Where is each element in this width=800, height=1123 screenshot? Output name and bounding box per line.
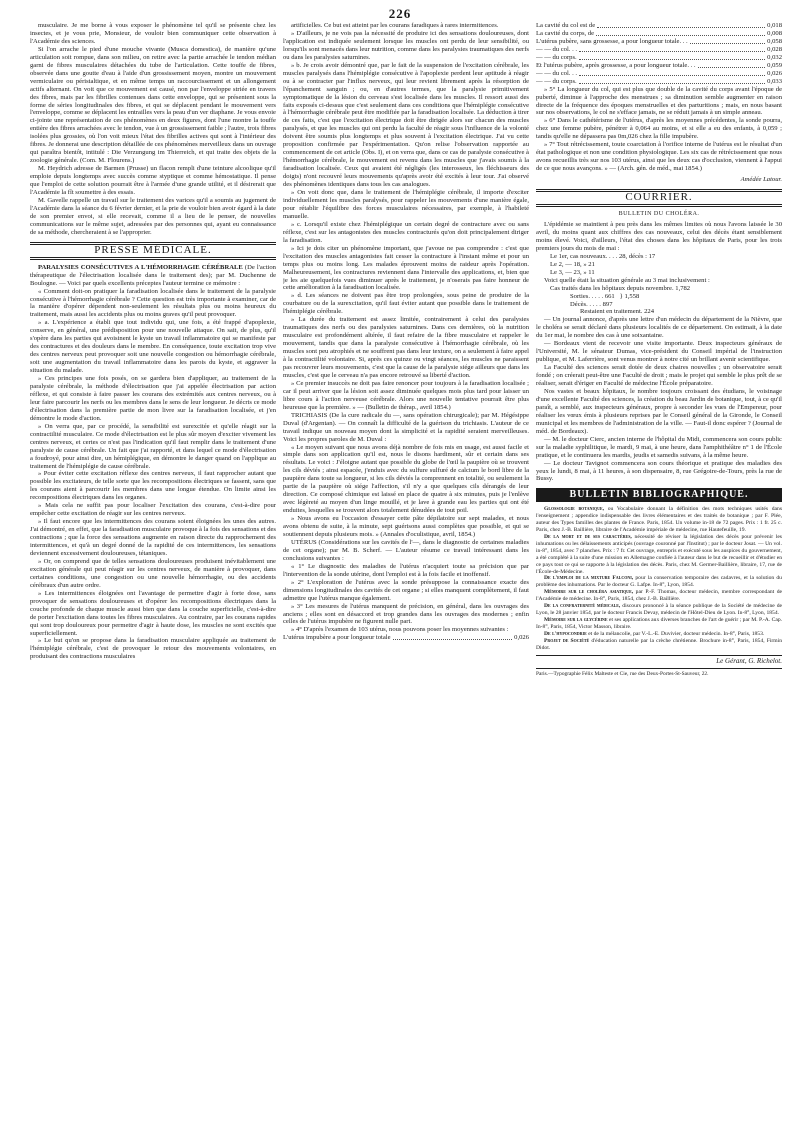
paragraph: Voici quelle était la situation générale au 3 mai inclusivement : [544, 276, 710, 284]
measure-label: L'utérus impubère a pour longueur totale [283, 634, 391, 642]
measure-label: Et l'utérus pubère, après grossesse, a pour longueur totale. . . [536, 61, 696, 69]
summary-row: Décès. . . . . 897 [570, 300, 613, 308]
measure-row [536, 78, 782, 86]
paragraph: » Ici je dois citer un phénomène important, que j'avoue ne pas comprendre : c'est que l'excitation des muscles antagonistes fait cesser la contracture à l'instant même et pour un temps plus ou moins long. Les malades éprouvent moins de raideur après l'opération. Malheureusement, les contractures reviennent dans l'intervalle des applications, et, bien que je les aie quelquefois vues diminuer après le traitement, je n'oserais pas faire honneur de cette amélioration à la faradisation localisée. [283, 244, 529, 292]
measure-label: — — du col. . . [536, 69, 578, 77]
paragraph: » D'ailleurs, je ne vois pas la nécessité de produire ici des sensations douloureuses, dont l'application est indiquée seulement lorsque les muscles ont perdu de leur sensibilité, ou lorsqu'ils sont menacés dans leur nutrition, comme dans les paralysies traumatiques des nerfs ou dans les paralysies saturnines. [283, 29, 529, 61]
measure-label: La cavité du col est de [536, 22, 596, 29]
section-banner-bibliographie: BULLETIN BIBLIOGRAPHIQUE. [536, 488, 782, 502]
page-columns [30, 22, 782, 1112]
bibliography-entry: De la mort et de ses caractères, nécessité de réviser la législation des décès pour prévenir les inhumations ou les délaissements anticipés (ouvrage couronné par l'Institut) ; par le docteur Josat. — Un vol. in-8°, 1854, avec 7 planches. Prix : 7 fr. Cet ouvrage, entrepris et exécuté sous les auspices du gouvernement, a été complété à la suite d'une mission en Allemagne confiée à l'auteur dans le but de recueillir et d'étudier en ce pays tout ce qui se rapporte à la législation des décès. Paris, chez M. Germer-Baillière, libraire, 17, rue de l'École-de-Médecine. [536, 534, 782, 575]
column-1 [30, 22, 276, 1112]
leader-dots [690, 38, 765, 44]
news-item: La Faculté des sciences serait dotée de deux chaires nouvelles ; un observatoire serait fondé ; on créerait peut-être une Faculté de droit ; mais le projet qui semble le plus prêt de se réaliser, serait d'ériger en Faculté de médecine l'École préparatoire. [536, 364, 782, 388]
leader-dots [579, 70, 765, 76]
paragraph: « Comment doit-on pratiquer la faradisation localisée dans le traitement de la paralysie consécutive à l'hémorrhagie cérébrale ? Cette question est très importante à examiner, car de la manière d'opérer dépendent non-seulement les résultats plus ou moins heureux du traitement, mais aussi les accidents plus ou moins graves qu'il peut provoquer. [30, 287, 276, 319]
measure-label: — — du corps. [536, 77, 577, 85]
news-item: — Bordeaux vient de recevoir une visite importante. Deux inspecteurs généraux de l'Université, M. le sénateur Dumas, vice-président du Conseil impérial de l'instruction publique, et M. Laferrière, sont venus montrer à notre cité un brillant avenir scientifique. [536, 340, 782, 364]
measure-row [536, 46, 782, 54]
paragraph: » Les intermittences éloignées ont l'avantage de permettre d'agir à forte dose, sans provoquer de sensations douloureuses et d'opérer les recompositions électriques dans la couche profonde de chaque muscle aussi bien que dans la couche superficielle, c'est-à-dire de porter l'excitation dans toutes les fibres musculaires. Au contraire, par les courans rapides qui sont trop douloureux pour permettre d'agir à haute dose, les muscles ne sont excités que superficiellement. [30, 589, 276, 637]
section-banner-presse: PRESSE MÉDICALE. [30, 242, 276, 260]
measure-value: 0,028 [767, 45, 782, 53]
column-2 [283, 22, 529, 1112]
measure-value: 0,033 [767, 77, 782, 85]
paragraph: » a. L'expérience a établi que tout individu qui, une fois, a été frappé d'apoplexie, conserve, en général, une prédisposition pour une nouvelle attaque. On sait, de plus, qu'il s'opère dans les parties qui avoisinent le kyste un travail inflammatoire qui se manifeste par des contractures et des douleurs dans le membre. En conséquence, toute excitation trop vive des centres nerveux peut provoquer soit une nouvelle congestion ou hémorrhagie cérébrale, soit une augmentation du travail inflammatoire dans les parois du kyste, et aggraver la situation du malade. [30, 319, 276, 375]
paragraph: » On verra que, par ce procédé, la sensibilité est surexcitée et qu'elle réagit sur la contractilité musculaire. Ce mode d'électrisation est le plus sûr moyen d'exciter vivement les centres nerveux, et certes ce n'est pas l'indication qu'il faut remplir dans le traitement d'une paralysie de cause cérébrale. Un fait que j'ai rapporté, et dans lequel ce mode d'électrisation a foudroyé, pour ainsi dire, un hémiplégique, en démontre le danger quand on l'applique au traitement de l'hémiplégie de cause cérébrale. [30, 422, 276, 470]
page-number: 226 [388, 6, 412, 21]
paragraph: » 2° L'exploration de l'utérus avec la sonde présuppose la connaissance exacte des dimensions longitudinales des cavités de cet organe ; si elles manquent complètement, il faut admettre que l'utérus manque également. [283, 578, 529, 602]
leader-dots [597, 22, 765, 28]
measure-value: 0,058 [767, 37, 782, 45]
measure-label: — — du col. . . [536, 45, 578, 53]
news-item: — M. le docteur Cierc, ancien interne de l'hôpital du Midi, commencera son cours public sur la maladie syphilitique, le mardi, 9 mai, à une heure, dans l'amphithéâtre n° 1 de l'École pratique, et le continuera les mardis, jeudis et samedis suivans, à la même heure. [536, 435, 782, 459]
paragraph: » 6° Dans le cathétérisme de l'utérus, d'après les moyennes précédentes, la sonde pourra, chez une femme pubère, pénétrer à 0,064 au moins, et si elle a eu des enfants, à 0,059 ; tandis qu'elle ne dépassera pas 0m,026 chez la fille impubère. [536, 117, 782, 141]
measure-value: 0,059 [767, 61, 782, 69]
measure-value: 0,018 [767, 22, 782, 29]
paragraph: M. Gavelle rappelle un travail sur le traitement des varices qu'il a soumis au jugement de l'Académie dans la séance du 6 février dernier, et la prie de vouloir bien avoir égard à la date de son premier envoi, si elle recevait, comme il a lieu de le penser, de nouvelles communications sur le même sujet, adressées par des personnes qui, ayant eu connaissance de sa méthode, chercheraient à se l'approprier. [30, 196, 276, 236]
measure-row [536, 22, 782, 30]
measure-value: 0,008 [767, 29, 782, 37]
leader-dots [579, 78, 765, 84]
table-row: Le 2, — 18, » 21 [550, 260, 595, 268]
signature: Amédée Latour. [740, 176, 782, 184]
paragraph: » d. Les séances ne doivent pas être trop prolongées, sous peine de produire de la courbature ou de la surexcitation, qu'il faut éviter autant que possible dans le traitement de l'hémiplégie cérébrale. [283, 292, 529, 316]
gerant-signature: Le Gérant, G. Richelot. [536, 655, 782, 666]
measure-label: — — du corps. [536, 53, 577, 61]
paragraph: » Le but qu'on se propose dans la faradisation musculaire appliquée au traitement de l'hémiplégie cérébrale, c'est de provoquer le retour des mouvements volontaires, en produisant des contractions musculaires [30, 637, 276, 661]
paragraph: » c. Lorsqu'il existe chez l'hémiplégique un certain degré de contracture avec ou sans réflexe, c'est sur les antagonistes des muscles contracturés qu'on doit principalement diriger la faradisation. [283, 220, 529, 244]
paragraph: » Il faut encore que les intermittences des courans soient éloignées les unes des autres. J'ai démontré, en effet, que la faradisation musculaire provoque à la fois des sensations et des contractions ; que la force des sensations augmente en raison directe du rapprochement des intermittences, et qu'à un degré donné de la rapidité de ces intermittences, les sensations deviennent excessivement douloureuses, tétaniques. [30, 518, 276, 557]
bibliography-entry: Projet de Société d'éducation naturelle par la crèche chrétienne. Brochure in-8°, Paris, 1854, Firmin Didot. [536, 637, 782, 651]
paragraph: » 5° La longueur du col, qui est plus que double de la cavité du corps avant l'époque de puberté, diminue à l'approche des menstrues ; sa diminution semble augmenter en raison directe de la fréquence des époques menstruelles et des parturitions ; mais, en nous basant sur nos observations, le col ne s'efface jamais, ne se réduit jamais à un simple anneau. [536, 85, 782, 117]
paragraph: musculaire. Je me borne à vous exposer le phénomène tel qu'il se présente chez les insectes, et je vous prie, Monsieur, de vouloir bien communiquer cette observation à l'Académie des sciences. [30, 22, 276, 45]
leader-dots [579, 46, 765, 52]
measure-value: 0,026 [514, 634, 529, 642]
cholera-daily-table [536, 253, 782, 277]
leader-dots [393, 634, 513, 640]
bibliography-entry: Glossologie botanique, ou Vocabulaire donnant la définition des mots techniques usités dans l'enseignement ; appendice indispensable des livres élémentaires et des traités de botanique ; par F. Plée, auteur des Types familles des plantes de France. Paris, 1854. Un volume in-18 de 72 pages. Prix : 1 fr. 25 c. Paris, chez J.-B. Baillière, libraire de l'Académie impériale de médecine, rue Hautefeuille, 19. [536, 506, 782, 534]
column-3 [536, 22, 782, 1112]
summary-row: Restaient en traitement. 224 [580, 308, 654, 316]
section-banner-courrier: COURRIER. [536, 189, 782, 207]
measure-value: 0,032 [767, 53, 782, 61]
article-lead: (De l'action thérapeutique de l'électrisation localisée dans le traitement des); par M. Duchenne de Boulogne. — Voici par quels excellents préceptes l'auteur termine ce mémoire : [30, 263, 276, 287]
bibliography-entry: Mémoire sur la glycérine et ses applications aux diverses branches de l'art de guérir ; par M. P.-A. Cap. In-8°, Paris, 1854, Victor Masson, libraire. [536, 616, 782, 630]
paragraph: » Ces principes une fois posés, on se gardera bien d'appliquer, au traitement de la paralysie cérébrale, la méthode d'électrisation que j'ai appelée électrisation par action réflexe, et qui consiste à faire passer les courans des extrémités aux centres nerveux, ou à leur faire parcourir les nerfs ou les membres dans le sens de leur longueur. Je décris ce mode d'électrisation dans la première partie de mon livre sur la faradisation localisée, et j'en démontre le mode d'action. [30, 375, 276, 422]
summary-row: Sorties. . . . . 661 } 1,558 [570, 292, 640, 300]
measure-label: L'utérus pubère, sans grossesse, a pour longueur totale. . . [536, 37, 688, 45]
article-title: PARALYSIES CONSÉCUTIVES A L'HÉMORRHAGIE CÉRÉBRALE [38, 263, 243, 271]
paragraph: » Nous avons eu l'occasion d'essayer cette pâte dépilatoire sur sept malades, et nous avons obtenu de suite, à la minute, sept guérisons aussi complètes que possible, et qui se soutiennent depuis plusieurs mois. » (Annales d'oculistique, avril, 1854.) [283, 515, 529, 538]
article-heading [30, 264, 276, 288]
paragraph: » On voit donc que, dans le traitement de l'hémiplégie cérébrale, il importe d'exciter individuellement les muscles paralysés, pour rappeler les mouvements d'une manière égale, pour rétablir l'équilibre des forces musculaires nécessaires, par exemple, à l'habileté manuelle. [283, 189, 529, 220]
paragraph: » Ce premier insuccès ne doit pas faire renoncer pour toujours à la faradisation localisée ; car il peut arriver que la lésion soit assez diminuée quelques mois plus tard pour laisser un libre cours à l'action nerveuse cérébrale. Alors une nouvelle tentative pourrait être plus heureuse que la première. » — (Bulletin de thérap., avril 1854.) [283, 379, 529, 411]
paragraph: TRICHIASIS (De la cure radicale du —, sans opération chirurgicale); par M. Hégésippe Duval (d'Argentan). — On connaît la difficulté de la guérison du trichiasis. L'auteur de ce travail indique un nouveau moyen dont la simplicité et la rapidité seraient merveilleuses. Voici les propres paroles de M. Duval : [283, 411, 529, 443]
paragraph: » b. Je crois avoir démontré que, par le fait de la suspension de l'excitation cérébrale, les muscles paralysés dans l'hémiplégie consécutive à l'apoplexie perdent leur aptitude à réagir ou à se contracter par l'influx nerveux, qui leur revient librement après la résorption de l'épanchement sanguin ; ou, en d'autres termes, que la paralysie primitivement symptomatique de la lésion du cerveau s'est localisée dans les muscles. Il ressort aussi des faits exposés ci-dessus que c'est seulement dans ces conditions que l'hémiplégie consécutive à l'hémorrhagie cérébrale peut être modifiée par la faradisation localisée. La déduction à tirer de ces faits, c'est que l'excitation électrique doit être dirigée alors sur chacun des muscles paralysés, et que les muscles qui ont perdu la faculté de réagir sous l'influence de la volonté doivent être soumis plus longtemps et plus souvent à l'excitation électrique. J'ai vu cette proposition confirmée par l'expérimentation. Qu'on relise l'observation rapportée au commencement de cet article (Obs. I), et on verra que, dans ce cas de paralysie consécutive à l'hémorrhagie cérébrale, le mouvement est revenu dans les muscles que j'avais soumis à la faradisation localisée. Ceux qui avaient été négligés (les interosseux, les fléchisseurs des doigts) n'ont recouvré leurs mouvements qu'après avoir été excités à leur tour. J'ai observé des phénomènes identiques dans tous les cas analogues. [283, 61, 529, 189]
bibliography-entry: Mémoire sur le choléra asiatique, par P.-F. Thomas, docteur médecin, membre correspondant de l'Académie de médecine. In-8°, Paris, 1854, chez J.-B. Baillière. [536, 589, 782, 603]
table-row: Le 3, — 23, » 11 [550, 268, 595, 276]
leader-dots [596, 30, 765, 36]
paragraph: M. Heydrich adresse de Barmen (Prusse) un flacon rempli d'une teinture alcoolique qu'il emploie depuis longtemps avec succès comme styptique et comme hémostatique. Il pense que l'emploi de cette solution pourrait être à l'armée d'une grande utilité, et il désirerait que l'Académie la fît soumettre à des essais. [30, 165, 276, 197]
news-item: — Un journal annonce, d'après une lettre d'un médecin du département de la Nièvre, que le choléra se serait déclaré dans plusieurs localités de ce département. On estimait, à la date du 1er mai, le nombre des cas à une soixantaine. [536, 316, 782, 340]
paragraph: » 3° Les mesures de l'utérus manquent de précision, en général, dans les ouvrages des anciens ; elles sont en désaccord et trop grandes dans les ouvrages des modernes ; enfin celles de l'utérus impubère ne figurent nulle part. [283, 602, 529, 626]
paragraph: L'épidémie se maintient à peu près dans les mêmes limites où nous l'avons laissée le 30 avril, du moins quant aux chiffres des cas nouveaux, celui des décès étant sensiblement moins élevé. Voici, d'ailleurs, l'état des choses dans les hôpitaux de Paris, pour les trois premiers jours du mois de mai : [536, 220, 782, 252]
news-item: — Le docteur Tavignot commencera son cours théorique et pratique des maladies des yeux le lundi, 8 mai, à 11 heures, à son dispensaire, 8, rue Grégoire-de-Tours, près la rue de Bussy. [536, 459, 782, 483]
paragraph: » 7° Tout rétrécissement, toute coarctation à l'orifice interne de l'utérus est le résultat d'un état pathologique et non une condition physiologique. Les six cas de rétrécissement que nous avons recueillis très sur nos 103 utérus, ainsi que les deux cas d'occlusion, viennent à l'appui de ce que nous avançons. » — (Arch. gén. de méd., mai 1854.) [536, 141, 782, 173]
measure-row [536, 62, 782, 70]
paragraph: UTÉRUS (Considérations sur les cavités de l'—, dans le diagnostic de certaines maladies de cet organe); par M. B. Scherf. — L'auteur résume ce travail intéressant dans les conclusions suivantes : [283, 538, 529, 562]
leader-dots [579, 54, 765, 60]
paragraph: » La durée du traitement est assez limitée, contrairement à celui des paralysies traumatiques des nerfs ou des paralysies saturnines. Dans ces dernières, où la nutrition musculaire est profondément altérée, il faut refaire de la fibre musculaire et rappeler le mouvement, tandis que dans la paralysie consécutive à l'hémorrhagie cérébrale, où les muscles sont peu atrophiés et ne souffrent pas dans leur texture, on a seulement à faire appel à la contractilité volontaire. Si, après ces quinze ou vingt séances, les muscles ne paraissent pas recouvrer leurs mouvements, c'est que la cause de la paralysie siége ailleurs que dans les muscles, c'est que le cerveau n'a pas encore retrouvé sa liberté d'action. [283, 316, 529, 379]
bibliography-entry: De l'emploi de la mixture Falconi, pour la conservation temporaire des cadavres, et la solution du problème des inhumations. Par le docteur G. Lafpe. In-8°, Lyon, 1854. [536, 575, 782, 589]
paragraph: « 1° Le diagnostic des maladies de l'utérus n'acquiert toute sa précision que par l'intervention de la sonde utérine, dont l'emploi est à la fois facile et inoffensif. [283, 562, 529, 578]
summary-row: Cas traités dans les hôpitaux depuis novembre. 1,782 [550, 284, 691, 292]
cholera-summary [536, 285, 782, 317]
paragraph: » Pour éviter cette excitation réflexe des centres nerveux, il faut rapprocher autant que possible les excitateurs, de telle sorte que les recompositions électriques se fassent, sans que les courans aient à parcourir les membres dans une longue étendue. On limite ainsi les recompositions électriques dans les organes. [30, 470, 276, 502]
subheading-cholera: BULLETIN DU CHOLÉRA. [618, 211, 700, 218]
news-item: Nos vastes et beaux hôpitaux, le nombre toujours croissant des étudians, le voisinage d'une excellente Faculté des sciences, la création du beau Jardin de botanique, tout, à ce qu'il paraît, a semblé, aux inspecteurs généraux, propre à seconder les vues de l'Empereur, pour réaliser les vœux émis à plusieurs reprises par le Conseil général de la Gironde, le Conseil municipal et les membres de l'administration de la ville. — Faut-il donc espérer ? (Journal de méd. de Bordeaux). [536, 387, 782, 435]
table-row: Le 1er, cas nouveaux. . . . 28, décès : 17 [550, 252, 656, 260]
paragraph: Si l'on arrache le pied d'une mouche vivante (Musca domestica), de manière qu'une articulation soit rompue, dans son milieu, on retire avec la partie arrachée le tendon médian garni de fibres musculaires détachées du tube de l'articulation. Cette touffe de fibres, observée dans une goutte d'eau à l'aide d'un grossissement moyen, montre un mouvement vermiculaire ou péristaltique, et en même temps un raccourcissement et un allongement actifs alternant. On voit que ce mouvement est causé, non par l'enveloppe striée en travers des fibres, mais par les fibrilles contenues dans cette enveloppe, qui se présentent sous la forme de séries longitudinales des fibres, et qui se déplacent pendant le mouvement vers l'enveloppe, comme se déplacent les entrailles vers la peau d'un ver diaphane. Je vous envoie ci-jointe une représentation de ces phénomènes en deux figures, dont l'une montre la touffe entière des fibres arrachées avec le tendon, vue à un grossissement faible ; l'autre, trois fibres isolées plus grossies, où l'on voit mieux l'état des fibrilles actives qui sont à l'intérieur des fibres. Je donnerai une description détaillée de ces phénomènes merveilleux dans un ouvrage qui paraîtra bientôt, intitulé : Die Verzungung im Thierreich, et qui traite des objets de la zoologie générale. (Com. M. Flourens.) [30, 45, 276, 165]
leader-dots [698, 62, 766, 68]
paragraph: artificielles. Ce but est atteint par les courans faradiques à rares intermittences. [291, 22, 499, 29]
measure-label: La cavité du corps, de [536, 29, 595, 37]
paragraph: « Le moyen suivant que nous avons déjà nombre de fois mis en usage, est aussi facile et simple dans son application qu'il est, nous le disons hardiment, sûr et certain dans ses résultats. Le voici : J'éloigne autant que possible du globe de l'œil la paupière où se trouvent les cils déviés ; ainsi espacée, j'enduis avec du sulfure sulfuré de calcium le bord libre de la paupière dans toute sa longueur, si les cils déviés la comprennent en totalité, ou seulement la partie de la paupière où siége l'affection, s'il n'y a que quelques cils dérangés de leur direction. Ce composé chimique est laissé en place de quatre à six minutes, puis je l'enlève avec légèreté au moyen d'un linge mouillé, et je lave à grande eau les parties qui ont été enduites, lesquelles se trouvent alors totalement dénudées de tout poil. [283, 443, 529, 515]
measure-value: 0,026 [767, 69, 782, 77]
printer-imprint: Paris.—Typographie Félix Malteste et Cie, rue des Deux-Portes-St-Sauveur, 22. [536, 668, 782, 679]
measure-row [536, 54, 782, 62]
measure-row [536, 30, 782, 38]
bibliography-entry: De l'hypocondrie et de la mélancolie, par V.-L.-E. Duvivier, docteur médecin. In-8°, Paris, 1853. [544, 630, 765, 637]
paragraph: » 4° D'après l'examen de 103 utérus, nous pouvons poser les moyennes suivantes : [291, 626, 509, 634]
paragraph: » Mais cela ne suffit pas pour localiser l'excitation des courans, c'est-à-dire pour empêcher cette excitation de réagir sur les centres nerveux. [30, 502, 276, 518]
measure-row [536, 38, 782, 46]
measure-row [536, 70, 782, 78]
paragraph: » Or, on comprend que de telles sensations douloureuses produisent inévitablement une excitation générale qui peut réagir sur les centres nerveux, de manière à provoquer, dans certaines conditions, une congestion ou une nouvelle hémorrhagie, ou des accidents cérébraux d'un autre ordre. [30, 557, 276, 589]
measure-row [283, 634, 529, 642]
bibliography-entry: De la confraternité médicale, discours prononcé à la séance publique de la Société de médecine de Lyon, le 28 janvier 1854, par le docteur Francis Devay, médecin de l'Hôtel-Dieu de Lyon. In-8°, Lyon, 1854. [536, 603, 782, 616]
